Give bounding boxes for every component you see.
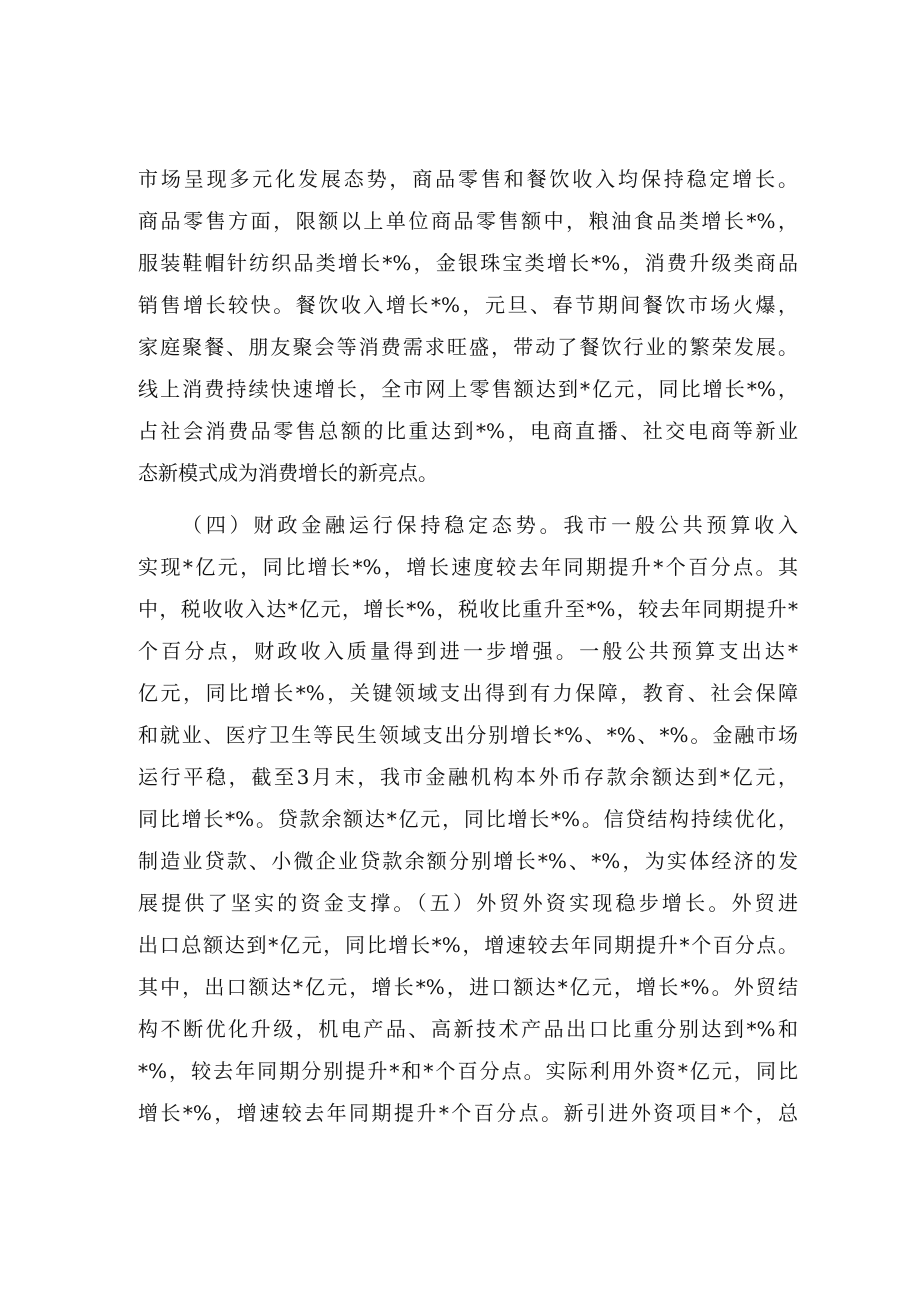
text-line: 亿元，同比增长*%，关键领域支出得到有力保障，教育、社会保障 bbox=[138, 681, 798, 705]
text-line: 市场呈现多元化发展态势，商品零售和餐饮收入均保持稳定增长。 bbox=[138, 167, 798, 191]
section-heading-line: （四）财政金融运行保持稳定态势。我市一般公共预算收入 bbox=[182, 513, 798, 537]
text-line: 增长*%，增速较去年同期提升*个百分点。新引进外资项目*个，总 bbox=[138, 1101, 798, 1125]
text-line: 实现*亿元，同比增长*%，增长速度较去年同期提升*个百分点。其 bbox=[138, 555, 798, 579]
text-line: 制造业贷款、小微企业贷款余额分别增长*%、*%，为实体经济的发 bbox=[138, 849, 798, 873]
text-line: 出口总额达到*亿元，同比增长*%，增速较去年同期提升*个百分点。 bbox=[138, 933, 798, 957]
text-line: 商品零售方面，限额以上单位商品零售额中，粮油食品类增长*%， bbox=[138, 209, 798, 233]
text-line: 展提供了坚实的资金支撑。（五）外贸外资实现稳步增长。外贸进 bbox=[138, 891, 798, 915]
text-line: 同比增长*%。贷款余额达*亿元，同比增长*%。信贷结构持续优化， bbox=[138, 807, 798, 831]
text-line: 构不断优化升级，机电产品、高新技术产品出口比重分别达到*%和 bbox=[138, 1017, 798, 1041]
text-line: *%，较去年同期分别提升*和*个百分点。实际利用外资*亿元，同比 bbox=[138, 1059, 798, 1083]
text-line: 线上消费持续快速增长，全市网上零售额达到*亿元，同比增长*%， bbox=[138, 377, 798, 401]
paragraph-consumption bbox=[138, 158, 798, 494]
text-line: 运行平稳，截至3月末，我市金融机构本外币存款余额达到*亿元， bbox=[138, 765, 798, 789]
document-body bbox=[138, 158, 798, 1134]
text-line: 销售增长较快。餐饮收入增长*%，元旦、春节期间餐饮市场火爆， bbox=[138, 293, 798, 317]
paragraph-gap bbox=[138, 494, 798, 504]
text-line: 服装鞋帽针纺织品类增长*%，金银珠宝类增长*%，消费升级类商品 bbox=[138, 251, 798, 275]
text-line: 和就业、医疗卫生等民生领域支出分别增长*%、*%、*%。金融市场 bbox=[138, 723, 798, 747]
text-line: 占社会消费品零售总额的比重达到*%，电商直播、社交电商等新业 bbox=[138, 419, 798, 443]
text-line: 其中，出口额达*亿元，增长*%，进口额达*亿元，增长*%。外贸结 bbox=[138, 975, 798, 999]
text-line: 个百分点，财政收入质量得到进一步增强。一般公共预算支出达* bbox=[138, 639, 798, 663]
text-line: 态新模式成为消费增长的新亮点。 bbox=[138, 461, 438, 485]
text-line: 家庭聚餐、朋友聚会等消费需求旺盛，带动了餐饮行业的繁荣发展。 bbox=[138, 335, 798, 359]
text-line: 中，税收收入达*亿元，增长*%，税收比重升至*%，较去年同期提升* bbox=[138, 597, 798, 621]
paragraph-finance-trade bbox=[138, 504, 798, 1134]
